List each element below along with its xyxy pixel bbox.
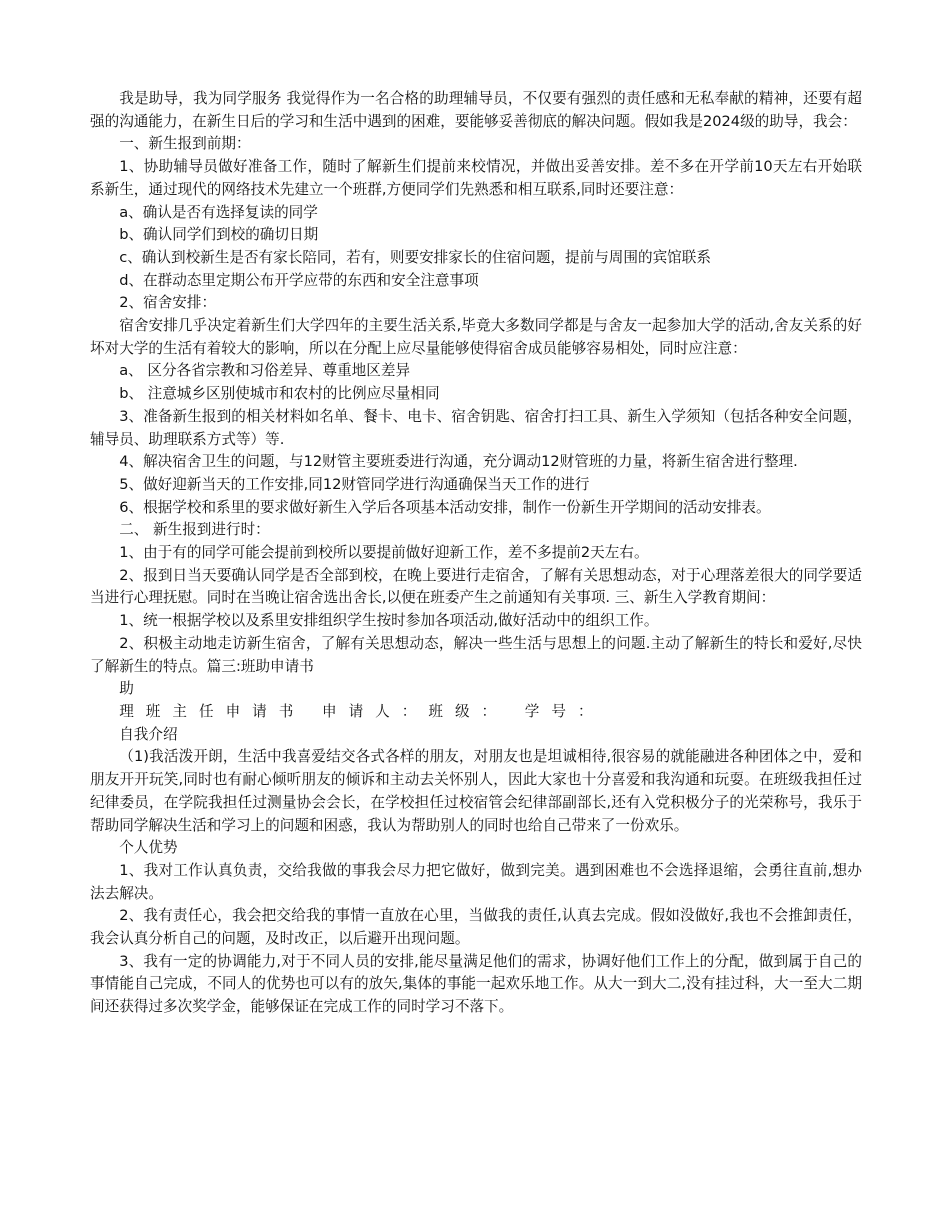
list-item-d: d、在群动态里定期公布开学应带的东西和安全注意事项: [119, 271, 479, 289]
heading-section-2: 二、 新生报到进行时：: [119, 521, 270, 539]
list-item-b: b、确认同学们到校的确切日期: [119, 226, 319, 244]
paragraph-self-intro: （1)我活泼开朗，生活中我喜爱结交各式各样的朋友，对朋友也是坦诚相待,很容易的就能融进各种团体之中，爱和朋友开开玩笑,同时也有耐心倾听朋友的倾诉和主动去关怀别人，因此大家也十分喜爱和我沟通和玩耍。在班级我担任过纪律委员，在学院我担任过测量协会会长，在学校担任过校宿管会纪律部副部长,还有入党积极分子的光荣称号，我乐于帮助同学解决生活和学习上的问题和困惑，我认为帮助别人的同时也给自己带来了一份欢乐。: [90, 748, 862, 834]
application-title-line: 理班主任申请书 申请人：班级： 学号：: [119, 702, 605, 720]
paragraph-s2-item-2: 2、报到日当天要确认同学是否全部到校，在晚上要进行走宿舍，了解有关思想动态，对于心理落差很大的同学要适当进行心理抚慰。同时在当晚让宿舍选出舍长,以便在班委产生之前通知有关事项. 三、新生入学教育期间：: [90, 566, 862, 607]
paragraph-strength-1: 1、我对工作认真负责，交给我做的事我会尽力把它做好，做到完美。遇到困难也不会选择退缩，会勇往直前,想办法去解决。: [90, 861, 862, 902]
paragraph-item-3: 3、准备新生报到的相关材料如名单、餐卡、电卡、宿舍钥匙、宿舍打扫工具、新生入学须知（包括各种安全问题，辅导员、助理联系方式等）等.: [90, 407, 862, 448]
list-item-c: c、确认到校新生是否有家长陪同，若有，则要安排家长的住宿问题，提前与周围的宾馆联系: [119, 248, 711, 266]
paragraph-item-5: 5、做好迎新当天的工作安排,同12财管同学进行沟通确保当天工作的进行: [119, 475, 590, 493]
paragraph-s2-item-1: 1、由于有的同学可能会提前到校所以要提前做好迎新工作，差不多提前2天左右。: [119, 544, 649, 562]
heading-strengths: 个人优势: [119, 839, 178, 857]
paragraph-item-4: 4、解决宿舍卫生的问题，与12财管主要班委进行沟通，充分调动12财管班的力量，将新生宿舍进行整理.: [119, 453, 798, 471]
heading-fragment: 助: [119, 680, 134, 698]
paragraph-dorm: 宿舍安排几乎决定着新生们大学四年的主要生活关系,毕竟大多数同学都是与舍友一起参加大学的活动,舍友关系的好坏对大学的生活有着较大的影响，所以在分配上应尽量能够使得宿舍成员能够容易相处，同时应注意：: [90, 317, 862, 357]
heading-self-intro: 自我介绍: [119, 725, 178, 743]
paragraph-s3-item-2: 2、积极主动地走访新生宿舍，了解有关思想动态，解决一些生活与思想上的问题.主动了解新生的特长和爱好,尽快了解新生的特点。篇三:班助申请书: [90, 634, 862, 675]
paragraph-item-1: 1、协助辅导员做好准备工作，随时了解新生们提前来校情况，并做出妥善安排。差不多在开学前10天左右开始联系新生，通过现代的网络技术先建立一个班群,方便同学们先熟悉和相互联系,同时还要注意：: [90, 158, 862, 198]
document-body: [90, 88, 862, 1019]
paragraph-s3-item-1: 1、统一根据学校以及系里安排组织学生按时参加各项活动,做好活动中的组织工作。: [119, 612, 659, 630]
heading-section-1: 一、新生报到前期：: [119, 135, 251, 153]
list-item-dorm-a: a、 区分各省宗教和习俗差异、尊重地区差异: [119, 362, 411, 380]
paragraph-strength-3: 3、我有一定的协调能力,对于不同人员的安排,能尽量满足他们的需求，协调好他们工作上的分配，做到属于自己的事情能自己完成，不同人的优势也可以有的放矢,集体的事能一起欢乐地工作。从大一到大二,没有挂过科，大一至大二期间还获得过多次奖学金，能够保证在完成工作的同时学习不落下。: [90, 952, 862, 1016]
paragraph-item-6: 6、根据学校和系里的要求做好新生入学后各项基本活动安排，制作一份新生开学期间的活动安排表。: [119, 498, 771, 516]
paragraph-strength-2: 2、我有责任心，我会把交给我的事情一直放在心里，当做我的责任,认真去完成。假如没做好,我也不会推卸责任，我会认真分析自己的问题，及时改正，以后避开出现问题。: [90, 907, 862, 948]
heading-dorm-arrangement: 2、宿舍安排：: [119, 294, 217, 312]
list-item-dorm-b: b、 注意城乡区别使城市和农村的比例应尽量相同: [119, 385, 440, 403]
paragraph-intro: 我是助导，我为同学服务 我觉得作为一名合格的助理辅导员，不仅要有强烈的责任感和无私奉献的精神，还要有超强的沟通能力，在新生日后的学习和生活中遇到的困难，要能够妥善彻底的解决问题。假如我是2024级的助导，我会：: [90, 90, 862, 130]
list-item-a: a、确认是否有选择复读的同学: [119, 203, 318, 221]
